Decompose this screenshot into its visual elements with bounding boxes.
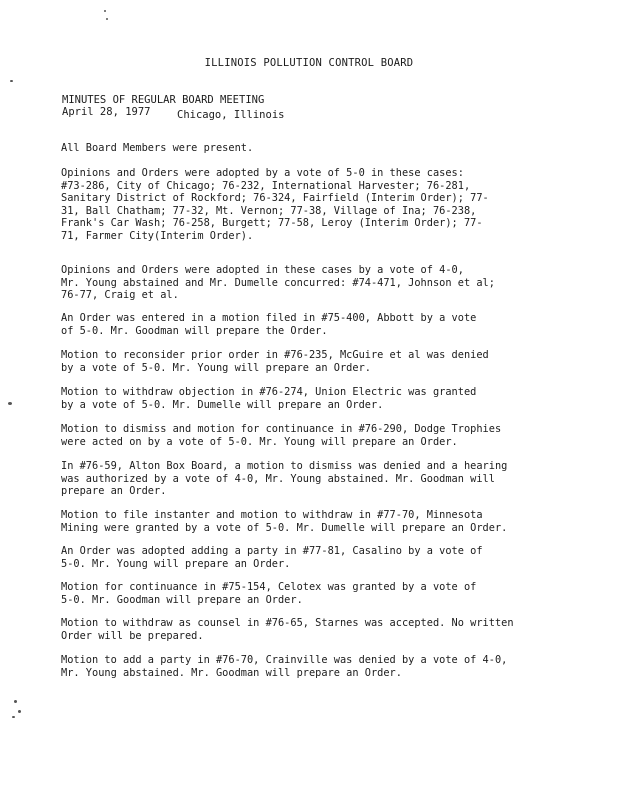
paragraph [61, 509, 571, 534]
paragraph [61, 460, 571, 498]
paragraph-line: All Board Members were present. [61, 142, 254, 154]
paragraph-line: Motion to withdraw as counsel in #76-65, Starnes was accepted. No written [61, 617, 514, 629]
paragraph-line: Mr. Young abstained. Mr. Goodman will prepare an Order. [61, 666, 402, 679]
paragraph-line: Motion to dismiss and motion for continuance in #76-290, Dodge Trophies [61, 423, 502, 435]
paragraph [61, 581, 571, 606]
paragraph [61, 167, 571, 242]
paragraph-line: by a vote of 5-0. Mr. Dumelle will prepare an Order. [61, 398, 384, 411]
paragraph [61, 654, 571, 679]
paragraph [61, 349, 571, 374]
paragraph [61, 264, 571, 302]
minutes-heading: MINUTES OF REGULAR BOARD MEETING [62, 94, 265, 106]
meeting-location: Chicago, Illinois [177, 109, 285, 121]
paragraph-line: 76-77, Craig et al. [61, 289, 179, 301]
paragraph-line: Mr. Young abstained and Mr. Dumelle concurred: #74-471, Johnson et al; [61, 276, 495, 289]
paragraph [61, 386, 571, 411]
paragraph-line: In #76-59, Alton Box Board, a motion to dismiss was denied and a hearing [61, 460, 508, 472]
scan-speck [104, 10, 106, 12]
paragraph-line: by a vote of 5-0. Mr. Young will prepare an Order. [61, 361, 371, 374]
paragraph [61, 312, 571, 337]
paragraph-line: 5-0. Mr. Goodman will prepare an Order. [61, 593, 303, 606]
paragraph-line: Opinions and Orders were adopted in these cases by a vote of 4-0, [61, 264, 464, 276]
scan-speck [8, 402, 12, 405]
board-title: ILLINOIS POLLUTION CONTROL BOARD [204, 57, 414, 69]
scan-speck [12, 716, 15, 718]
scan-speck [14, 700, 17, 703]
paragraph-line: Opinions and Orders were adopted by a vote of 5-0 in these cases: [61, 167, 464, 179]
scan-speck [10, 80, 13, 82]
paragraph [61, 617, 571, 642]
scan-speck [106, 18, 108, 20]
meeting-date: April 28, 1977 [62, 106, 151, 118]
paragraph-line: Motion to reconsider prior order in #76-235, McGuire et al was denied [61, 349, 489, 361]
paragraph-line: Motion for continuance in #75-154, Celotex was granted by a vote of [61, 581, 477, 593]
paragraph-line: were acted on by a vote of 5-0. Mr. Young will prepare an Order. [61, 435, 458, 448]
paragraph-line: Motion to add a party in #76-70, Crainville was denied by a vote of 4-0, [61, 654, 508, 666]
paragraph-line: Mining were granted by a vote of 5-0. Mr. Dumelle will prepare an Order. [61, 521, 508, 534]
paragraph-line: 31, Ball Chatham; 77-32, Mt. Vernon; 77-38, Village of Ina; 76-238, [61, 204, 477, 217]
paragraph [61, 142, 571, 155]
paragraph-line: prepare an Order. [61, 485, 167, 497]
paragraph-line: 5-0. Mr. Young will prepare an Order. [61, 557, 291, 570]
paragraph-line: Frank's Car Wash; 76-258, Burgett; 77-58, Leroy (Interim Order); 77- [61, 217, 483, 229]
paragraph-line: of 5-0. Mr. Goodman will prepare the Order. [61, 324, 328, 337]
paragraph-line: Sanitary District of Rockford; 76-324, Fairfield (Interim Order); 77- [61, 192, 489, 204]
paragraph [61, 423, 571, 448]
paragraph-line: Motion to withdraw objection in #76-274, Union Electric was granted [61, 386, 477, 398]
paragraph-line: An Order was entered in a motion filed in #75-400, Abbott by a vote [61, 312, 477, 324]
paragraph-line: was authorized by a vote of 4-0, Mr. Young abstained. Mr. Goodman will [61, 472, 495, 485]
paragraph [61, 545, 571, 570]
paragraph-line: 71, Farmer City(Interim Order). [61, 229, 254, 242]
paragraph-line: An Order was adopted adding a party in #77-81, Casalino by a vote of [61, 545, 483, 557]
paragraph-line: Motion to file instanter and motion to withdraw in #77-70, Minnesota [61, 509, 483, 521]
scan-speck [18, 710, 21, 713]
paragraph-line: Order will be prepared. [61, 629, 204, 642]
paragraph-line: #73-286, City of Chicago; 76-232, International Harvester; 76-281, [61, 179, 471, 192]
